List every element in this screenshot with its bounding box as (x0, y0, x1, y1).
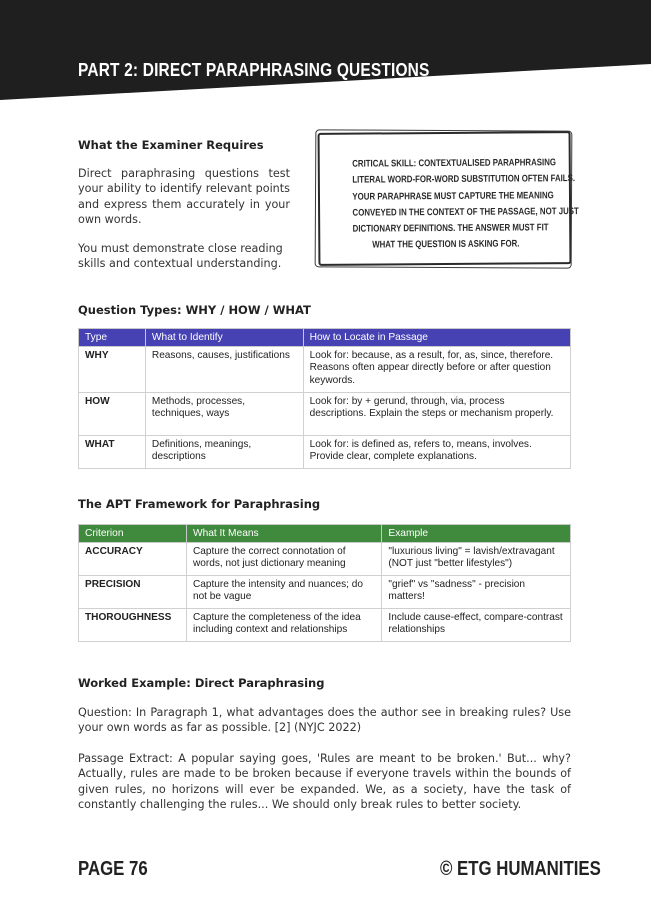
callout-line: YOUR PARAPHRASE MUST CAPTURE THE MEANING (352, 189, 554, 203)
apt-heading: The APT Framework for Paraphrasing (78, 497, 321, 511)
table-cell: HOW (79, 393, 146, 436)
table-cell: Capture the correct connotation of words, not just dictionary meaning (186, 543, 381, 576)
table-cell: Definitions, meanings, descriptions (145, 436, 303, 469)
apt-framework-table (78, 524, 571, 642)
table-header-row (79, 329, 571, 347)
callout-text (352, 155, 579, 254)
question-types-table (78, 328, 571, 469)
callout-line: WHAT THE QUESTION IS ASKING FOR. (372, 238, 520, 251)
table-cell: Include cause-effect, compare-contrast relationships (382, 609, 571, 642)
table-cell: ACCURACY (79, 543, 187, 576)
examiner-paragraph-1: Direct paraphrasing questions test your ability to identify relevant points and express them accurately in your own words. (78, 167, 290, 227)
question-types-heading: Question Types: WHY / HOW / WHAT (78, 303, 311, 317)
callout-line: CONVEYED IN THE CONTEXT OF THE PASSAGE, NOT JUST (352, 205, 579, 219)
page-number: PAGE 76 (78, 858, 148, 880)
worked-example-heading: Worked Example: Direct Paraphrasing (78, 676, 325, 690)
table-row (79, 543, 571, 576)
table-cell: "luxurious living" = lavish/extravagant (NOT just "better lifestyles") (382, 543, 571, 576)
table-cell: Look for: because, as a result, for, as, since, therefore. Reasons often appear directly before or after question keywords. (303, 347, 570, 393)
table-row (79, 436, 571, 469)
worked-example-question: Question: In Paragraph 1, what advantages does the author see in breaking rules? Use your own words as far as possible. [2] (NYJC 2022) (78, 706, 571, 735)
critical-skill-callout (318, 131, 579, 266)
table-cell: Look for: by + gerund, through, via, process descriptions. Explain the steps or mechanism properly. (303, 393, 570, 436)
table-row (79, 393, 571, 436)
footer-brand: © ETG HUMANITIES (440, 858, 601, 880)
column-header: Type (79, 329, 146, 347)
table-cell: Reasons, causes, justifications (145, 347, 303, 393)
table-cell: PRECISION (79, 576, 187, 609)
table-cell: Methods, processes, techniques, ways (145, 393, 303, 436)
table-cell: Capture the completeness of the idea including context and relationships (186, 609, 381, 642)
column-header: How to Locate in Passage (303, 329, 570, 347)
table-row (79, 609, 571, 642)
table-cell: THOROUGHNESS (79, 609, 187, 642)
table-row (79, 576, 571, 609)
page-title: PART 2: DIRECT PARAPHRASING QUESTIONS (78, 60, 430, 80)
column-header: What It Means (186, 525, 381, 543)
column-header: Criterion (79, 525, 187, 543)
passage-extract: Passage Extract: A popular saying goes, 'Rules are meant to be broken.' But... why? Actually, rules are made to be broken because if everyone travels within the bounds of given rules, no horizons will ever be expanded. We, as a society, have the task of constantly challenging the rules... We should only break rules to better society. (78, 752, 571, 812)
table-header-row (79, 525, 571, 543)
examiner-paragraph-2: You must demonstrate close reading skills and contextual understanding. (78, 242, 283, 271)
table-cell: Capture the intensity and nuances; do not be vague (186, 576, 381, 609)
header-banner (0, 0, 651, 100)
column-header: What to Identify (145, 329, 303, 347)
table-cell: Look for: is defined as, refers to, means, involves. Provide clear, complete explanations. (303, 436, 570, 469)
callout-line: CRITICAL SKILL: CONTEXTUALISED PARAPHRASING (352, 157, 557, 170)
callout-line: LITERAL WORD-FOR-WORD SUBSTITUTION OFTEN FAILS. (352, 173, 576, 186)
table-cell: WHY (79, 347, 146, 393)
table-row (79, 347, 571, 393)
table-cell: "grief" vs "sadness" - precision matters! (382, 576, 571, 609)
column-header: Example (382, 525, 571, 543)
callout-line: DICTIONARY DEFINITIONS. THE ANSWER MUST FIT (352, 222, 549, 235)
examiner-heading: What the Examiner Requires (78, 138, 264, 152)
table-cell: WHAT (79, 436, 146, 469)
